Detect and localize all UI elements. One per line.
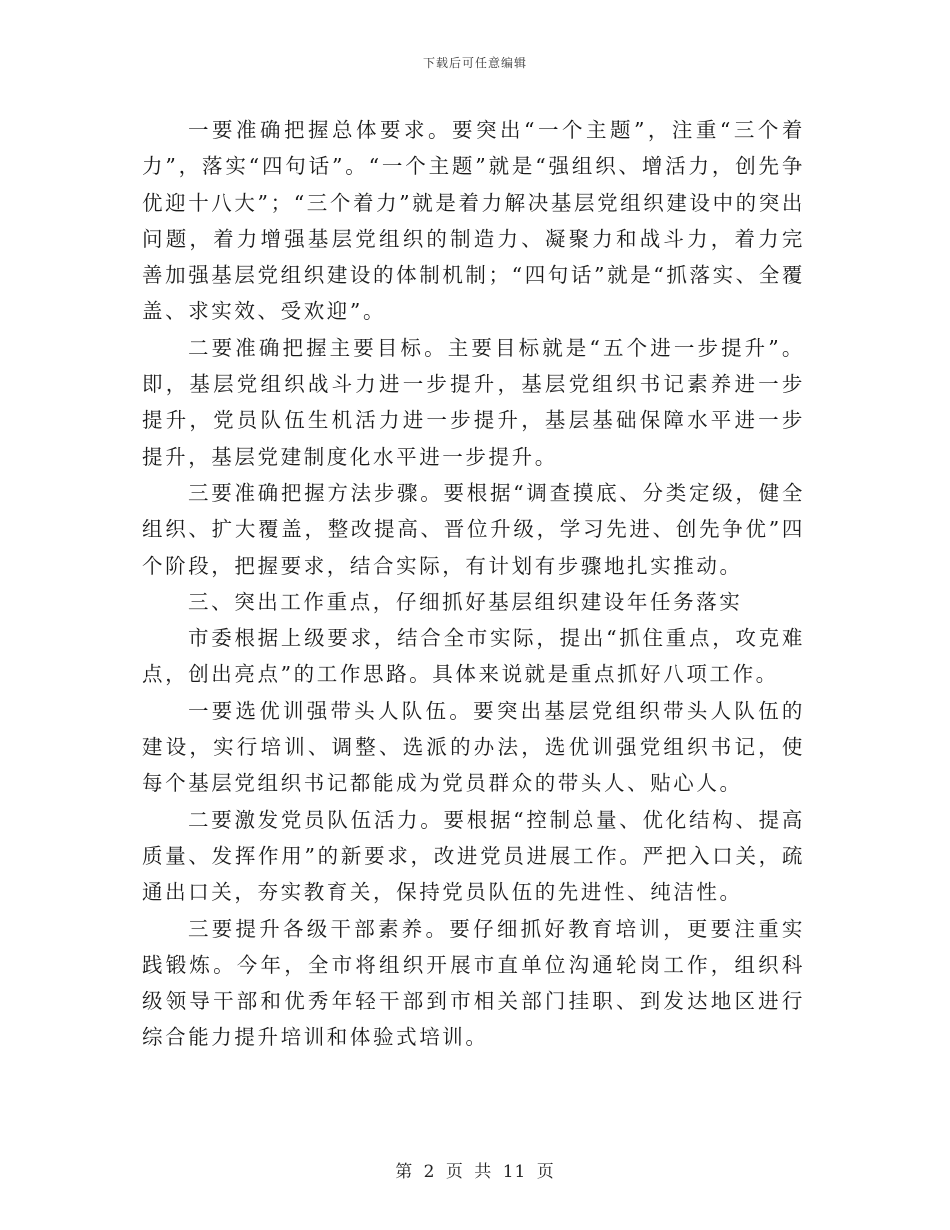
paragraph-7: 三要提升各级干部素养。要仔细抓好教育培训，更要注重实践锻炼。今年，全市将组织开展市直单位沟通轮岗工作，组织科级领导干部和优秀年轻干部到市相关部门挂职、到发达地区进行综合能力提升培训和体验式培训。 — [142, 916, 805, 1050]
paragraph-5: 一要选优训强带头人队伍。要突出基层党组织带头人队伍的建设，实行培训、调整、选派的办法，选优训强党组织书记，使每个基层党组织书记都能成为党员群众的带头人、贴心人。 — [142, 698, 805, 796]
paragraph-1: 一要准确把握总体要求。要突出“一个主题”，注重“三个着力”，落实“四句话”。“一个主题”就是“强组织、增活力，创先争优迎十八大”；“三个着力”就是着力解决基层党组织建设中的突出问题，着力增强基层党组织的制造力、凝聚力和战斗力，着力完善加强基层党组织建设的体制机制；“四句话”就是“抓落实、全覆盖、求实效、受欢迎”。 — [142, 118, 805, 324]
paragraph-4: 市委根据上级要求，结合全市实际，提出“抓住重点，攻克难点，创出亮点”的工作思路。具体来说就是重点抓好八项工作。 — [142, 626, 805, 687]
document-body — [142, 112, 805, 1056]
paragraph-6: 二要激发党员队伍活力。要根据“控制总量、优化结构、提高质量、发挥作用”的新要求，改进党员进展工作。严把入口关，疏通出口关，夯实教育关，保持党员队伍的先进性、纯洁性。 — [142, 807, 805, 905]
section-heading: 三、突出工作重点，仔细抓好基层组织建设年任务落实 — [188, 589, 743, 614]
paragraph-3: 三要准确把握方法步骤。要根据“调查摸底、分类定级，健全组织、扩大覆盖，整改提高、晋位升级，学习先进、创先争优”四个阶段，把握要求，结合实际，有计划有步骤地扎实推动。 — [142, 480, 805, 578]
page-footer: 第 2 页 共 11 页 — [395, 1162, 555, 1182]
page-header: 下载后可任意编辑 — [422, 56, 527, 70]
paragraph-2: 二要准确把握主要目标。主要目标就是“五个进一步提升”。即，基层党组织战斗力进一步提升，基层党组织书记素养进一步提升，党员队伍生机活力进一步提升，基层基础保障水平进一步提升，基层党建制度化水平进一步提升。 — [142, 335, 805, 469]
